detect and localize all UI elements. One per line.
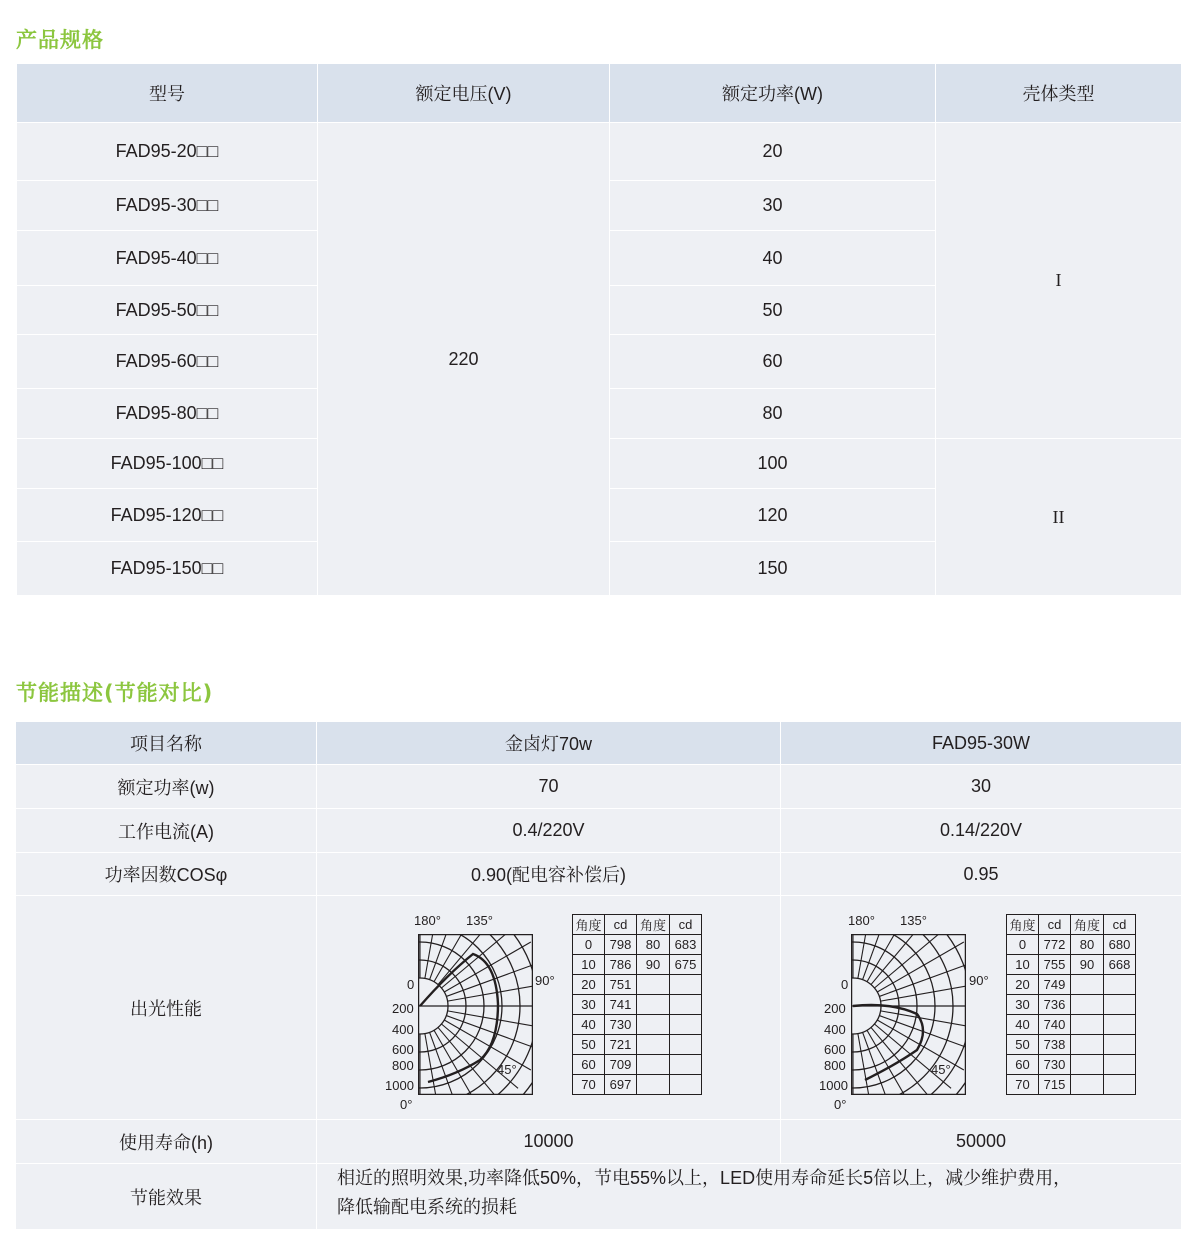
angle-cell: 90 bbox=[1071, 955, 1104, 975]
empty-cell bbox=[1104, 1015, 1136, 1035]
angle-cell: 80 bbox=[637, 935, 670, 955]
polar-spoke bbox=[863, 934, 897, 980]
row-label: 功率因数COSφ bbox=[16, 853, 316, 895]
row-value-b: 0.95 bbox=[781, 853, 1181, 895]
empty-cell bbox=[1104, 1055, 1136, 1075]
col-head: 角度 bbox=[1007, 915, 1039, 935]
power-cell: 120 bbox=[610, 489, 935, 541]
angle-cell: 90 bbox=[637, 955, 670, 975]
polar-grid bbox=[851, 934, 966, 1095]
angle-label-180: 180° bbox=[414, 913, 441, 928]
polar-ring bbox=[418, 934, 533, 1095]
angle-cell: 60 bbox=[573, 1055, 605, 1075]
col-head: cd bbox=[1104, 915, 1136, 935]
cd-cell: 738 bbox=[1039, 1035, 1071, 1055]
polar-diagram-a bbox=[418, 934, 533, 1095]
angle-cell: 0 bbox=[573, 935, 605, 955]
cd-cell: 772 bbox=[1039, 935, 1071, 955]
row-label: 使用寿命(h) bbox=[16, 1120, 316, 1163]
cd-cell: 736 bbox=[1039, 995, 1071, 1015]
row-value-a: 70 bbox=[317, 765, 780, 808]
angle-label-135: 135° bbox=[466, 913, 493, 928]
model-cell: FAD95-100□□ bbox=[17, 439, 317, 488]
model-cell: FAD95-50□□ bbox=[17, 286, 317, 334]
effect-line-1: 相近的照明效果,功率降低50%，节电55%以上，LED使用寿命延长5倍以上，减少维护费用， bbox=[337, 1168, 1072, 1188]
polar-ring bbox=[851, 934, 966, 1095]
header-item: 项目名称 bbox=[16, 722, 316, 764]
empty-cell bbox=[670, 975, 702, 995]
polar-spoke bbox=[871, 1027, 935, 1095]
radial-label-1000: 1000 bbox=[819, 1078, 848, 1093]
empty-cell bbox=[637, 1055, 670, 1075]
cd-cell: 730 bbox=[1039, 1055, 1071, 1075]
header-voltage: 额定电压(V) bbox=[318, 64, 609, 122]
row-value-a: 10000 bbox=[317, 1120, 780, 1163]
header-power: 额定功率(W) bbox=[610, 64, 935, 122]
col-head: cd bbox=[605, 915, 637, 935]
cd-cell: 749 bbox=[1039, 975, 1071, 995]
power-cell: 100 bbox=[610, 439, 935, 488]
cd-cell: 715 bbox=[1039, 1075, 1071, 1095]
angle-cell: 50 bbox=[1007, 1035, 1039, 1055]
model-cell: FAD95-120□□ bbox=[17, 489, 317, 541]
spec-table bbox=[17, 64, 1181, 595]
angle-cell: 50 bbox=[573, 1035, 605, 1055]
photometric-table-b bbox=[1006, 914, 1136, 1095]
angle-cell: 10 bbox=[573, 955, 605, 975]
cd-cell: 751 bbox=[605, 975, 637, 995]
empty-cell bbox=[637, 1075, 670, 1095]
model-cell: FAD95-150□□ bbox=[17, 542, 317, 595]
cd-cell: 740 bbox=[1039, 1015, 1071, 1035]
empty-cell bbox=[1104, 1075, 1136, 1095]
row-value-a: 0.4/220V bbox=[317, 809, 780, 852]
polar-frame bbox=[852, 935, 966, 1095]
angle-label-45: 45° bbox=[931, 1062, 951, 1077]
polar-ring bbox=[418, 934, 533, 1095]
polar-diagram-b bbox=[851, 934, 966, 1095]
photometric-block-a bbox=[384, 910, 714, 1115]
polar-spoke bbox=[874, 934, 951, 988]
angle-label-45: 45° bbox=[497, 1062, 517, 1077]
angle-cell: 40 bbox=[1007, 1015, 1039, 1035]
angle-cell: 0 bbox=[1007, 935, 1039, 955]
effect-line-2: 降低输配电系统的损耗 bbox=[337, 1197, 517, 1217]
polar-ring bbox=[851, 934, 966, 1095]
housing-type-2: II bbox=[936, 439, 1181, 595]
compare-section-title: 节能描述(节能对比) bbox=[16, 681, 214, 705]
angle-cell: 70 bbox=[1007, 1075, 1039, 1095]
empty-cell bbox=[670, 1075, 702, 1095]
radial-label-600: 600 bbox=[824, 1042, 846, 1057]
empty-cell bbox=[1071, 1075, 1104, 1095]
effect-text bbox=[317, 1164, 1181, 1229]
cd-cell: 680 bbox=[1104, 935, 1136, 955]
power-cell: 50 bbox=[610, 286, 935, 334]
col-head: cd bbox=[1039, 915, 1071, 935]
row-label: 节能效果 bbox=[16, 1164, 316, 1229]
power-cell: 60 bbox=[610, 335, 935, 388]
polar-grid bbox=[418, 934, 533, 1095]
housing-type-1: I bbox=[936, 123, 1181, 438]
radial-label-200: 200 bbox=[824, 1001, 846, 1016]
col-head: 角度 bbox=[573, 915, 605, 935]
cd-cell: 798 bbox=[605, 935, 637, 955]
empty-cell bbox=[637, 975, 670, 995]
radial-label-800: 800 bbox=[392, 1058, 414, 1073]
angle-cell: 10 bbox=[1007, 955, 1039, 975]
cd-cell: 675 bbox=[670, 955, 702, 975]
model-cell: FAD95-40□□ bbox=[17, 231, 317, 285]
angle-label-0: 0° bbox=[400, 1097, 413, 1112]
empty-cell bbox=[1071, 975, 1104, 995]
cd-cell: 786 bbox=[605, 955, 637, 975]
angle-label-90: 90° bbox=[969, 973, 989, 988]
cd-cell: 709 bbox=[605, 1055, 637, 1075]
row-label: 工作电流(A) bbox=[16, 809, 316, 852]
photometric-block-b bbox=[818, 910, 1148, 1115]
empty-cell bbox=[670, 995, 702, 1015]
polar-frame bbox=[419, 935, 533, 1095]
model-cell: FAD95-60□□ bbox=[17, 335, 317, 388]
empty-cell bbox=[637, 1015, 670, 1035]
row-value-b: 50000 bbox=[781, 1120, 1181, 1163]
cd-cell: 755 bbox=[1039, 955, 1071, 975]
empty-cell bbox=[1071, 1015, 1104, 1035]
row-value-b: 0.14/220V bbox=[781, 809, 1181, 852]
power-cell: 40 bbox=[610, 231, 935, 285]
empty-cell bbox=[637, 1035, 670, 1055]
model-cell: FAD95-80□□ bbox=[17, 389, 317, 438]
polar-spoke bbox=[430, 934, 464, 980]
model-cell: FAD95-20□□ bbox=[17, 123, 317, 180]
empty-cell bbox=[1071, 1055, 1104, 1075]
empty-cell bbox=[1104, 1035, 1136, 1055]
cd-cell: 730 bbox=[605, 1015, 637, 1035]
empty-cell bbox=[670, 1055, 702, 1075]
radial-label-200: 200 bbox=[392, 1001, 414, 1016]
power-cell: 150 bbox=[610, 542, 935, 595]
empty-cell bbox=[1104, 975, 1136, 995]
angle-cell: 20 bbox=[1007, 975, 1039, 995]
photometric-table-a bbox=[572, 914, 702, 1095]
cd-cell: 697 bbox=[605, 1075, 637, 1095]
spec-section-title: 产品规格 bbox=[16, 28, 104, 52]
polar-spoke bbox=[441, 934, 518, 988]
empty-cell bbox=[670, 1035, 702, 1055]
cd-cell: 683 bbox=[670, 935, 702, 955]
light-output-label: 出光性能 bbox=[16, 896, 316, 1119]
empty-cell bbox=[1104, 995, 1136, 1015]
model-cell: FAD95-30□□ bbox=[17, 181, 317, 230]
row-label: 额定功率(w) bbox=[16, 765, 316, 808]
radial-label-400: 400 bbox=[392, 1022, 414, 1037]
angle-label-180: 180° bbox=[848, 913, 875, 928]
power-cell: 20 bbox=[610, 123, 935, 180]
radial-label-600: 600 bbox=[392, 1042, 414, 1057]
header-housing: 壳体类型 bbox=[936, 64, 1181, 122]
header-fad: FAD95-30W bbox=[781, 722, 1181, 764]
polar-spoke bbox=[879, 962, 966, 996]
angle-cell: 40 bbox=[573, 1015, 605, 1035]
empty-cell bbox=[670, 1015, 702, 1035]
radial-label-400: 400 bbox=[824, 1022, 846, 1037]
angle-cell: 80 bbox=[1071, 935, 1104, 955]
angle-cell: 30 bbox=[573, 995, 605, 1015]
radial-label-0: 0 bbox=[841, 977, 849, 992]
col-head: cd bbox=[670, 915, 702, 935]
power-cell: 30 bbox=[610, 181, 935, 230]
angle-label-0: 0° bbox=[834, 1097, 847, 1112]
voltage-cell: 220 bbox=[318, 123, 609, 595]
col-head: 角度 bbox=[1071, 915, 1104, 935]
radial-label-1000: 1000 bbox=[385, 1078, 414, 1093]
cd-cell: 721 bbox=[605, 1035, 637, 1055]
empty-cell bbox=[1071, 995, 1104, 1015]
power-cell: 80 bbox=[610, 389, 935, 438]
header-halide: 金卤灯70w bbox=[317, 722, 780, 764]
cd-cell: 668 bbox=[1104, 955, 1136, 975]
radial-label-0: 0 bbox=[407, 977, 415, 992]
angle-cell: 70 bbox=[573, 1075, 605, 1095]
angle-cell: 30 bbox=[1007, 995, 1039, 1015]
angle-cell: 20 bbox=[573, 975, 605, 995]
angle-cell: 60 bbox=[1007, 1055, 1039, 1075]
row-value-a: 0.90(配电容补偿后) bbox=[317, 853, 780, 895]
empty-cell bbox=[1071, 1035, 1104, 1055]
cd-cell: 741 bbox=[605, 995, 637, 1015]
row-value-b: 30 bbox=[781, 765, 1181, 808]
angle-label-135: 135° bbox=[900, 913, 927, 928]
header-model: 型号 bbox=[17, 64, 317, 122]
angle-label-90: 90° bbox=[535, 973, 555, 988]
col-head: 角度 bbox=[637, 915, 670, 935]
radial-label-800: 800 bbox=[824, 1058, 846, 1073]
empty-cell bbox=[637, 995, 670, 1015]
